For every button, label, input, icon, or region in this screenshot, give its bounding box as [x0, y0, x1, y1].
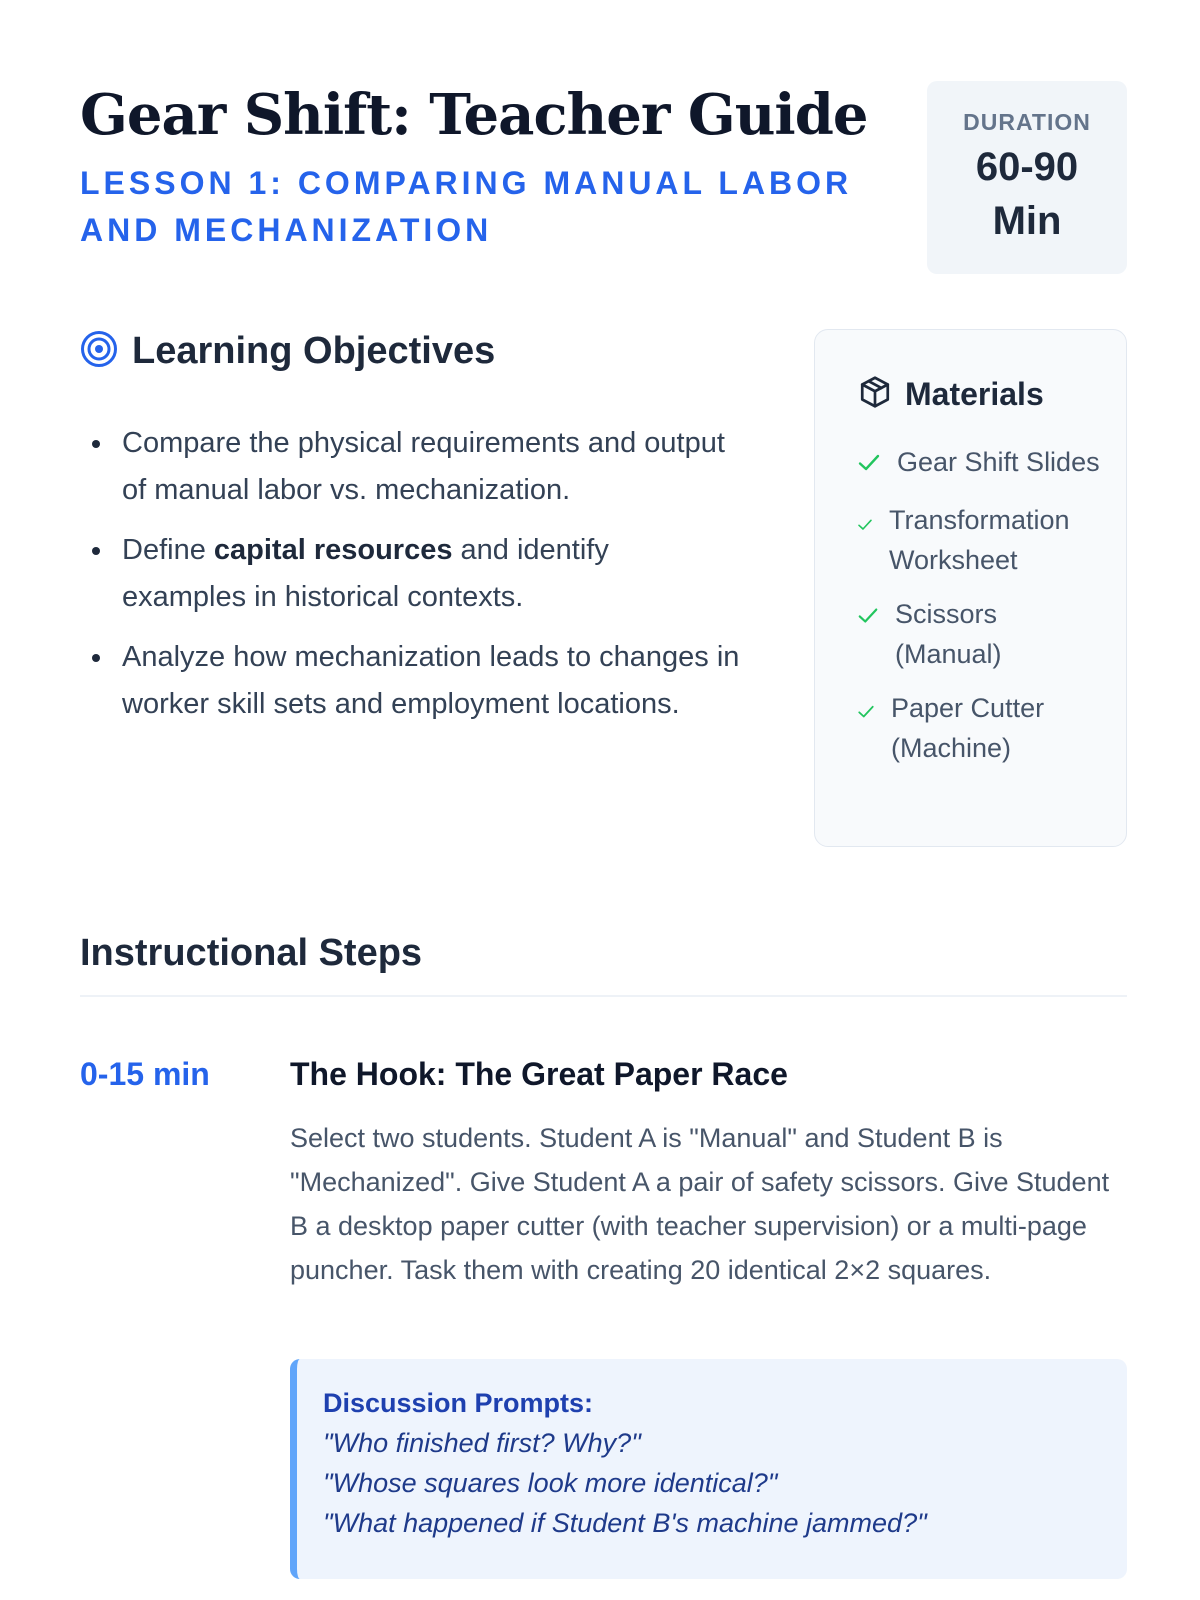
step-title: The Hook: The Great Paper Race — [290, 1056, 788, 1092]
material-label: Gear Shift Slides — [897, 447, 1100, 477]
section-divider — [80, 995, 1127, 997]
steps-heading: Instructional Steps — [80, 932, 423, 974]
check-icon — [857, 598, 879, 638]
objectives-heading — [80, 330, 495, 373]
lesson-subtitle: LESSON 1: COMPARING MANUAL LABOR AND MECHANIZATION — [80, 165, 853, 248]
objective-key-term: capital resources — [213, 534, 453, 566]
discussion-prompt: "Who finished first? Why?" — [323, 1428, 641, 1458]
objective-text: Compare the physical requirements and output of manual labor vs. mechanization. — [122, 427, 725, 506]
discussion-prompts-title: Discussion Prompts: — [323, 1388, 594, 1418]
duration-label: DURATION — [963, 109, 1091, 135]
objectives-list — [80, 420, 740, 741]
material-item — [857, 500, 1107, 580]
duration-card — [927, 81, 1127, 274]
material-item — [857, 442, 1107, 486]
check-icon — [857, 504, 873, 544]
material-label: Scissors (Manual) — [895, 599, 1002, 669]
duration-value: 60-90 Min — [975, 145, 1079, 243]
objective-text-after: and identify examples in historical contexts. — [122, 534, 609, 613]
material-item — [857, 594, 1107, 674]
step-description: Select two students. Student A is "Manual" and Student B is "Mechanized". Give Student A a pair of safety scissors. Give Student B a desktop paper cutter (with teacher supervision) or a multi-page puncher. Task them with creating 20 identical 2×2 squares. — [290, 1123, 1110, 1285]
objective-text: Analyze how mechanization leads to changes in worker skill sets and employment locations. — [122, 641, 740, 720]
materials-title: Materials — [905, 376, 1044, 412]
discussion-prompt: "Whose squares look more identical?" — [323, 1468, 778, 1498]
materials-list — [857, 442, 1107, 782]
objective-item — [80, 634, 740, 728]
objectives-title: Learning Objectives — [132, 330, 496, 372]
material-item — [857, 688, 1107, 768]
material-label: Paper Cutter (Machine) — [891, 693, 1045, 763]
check-icon — [857, 446, 881, 486]
step-time: 0-15 min — [80, 1056, 210, 1092]
discussion-prompt: "What happened if Student B's machine jammed?" — [323, 1508, 927, 1538]
materials-card — [814, 329, 1127, 847]
objective-text-before: Define — [122, 534, 214, 566]
discussion-prompts-list — [323, 1423, 1127, 1543]
discussion-prompts-box — [290, 1359, 1127, 1579]
page-title: Gear Shift: Teacher Guide — [80, 82, 868, 148]
objective-item — [80, 527, 740, 621]
box-icon — [857, 374, 893, 415]
material-label: Transformation Worksheet — [889, 505, 1070, 575]
materials-heading — [857, 374, 1044, 415]
objective-item — [80, 420, 740, 514]
check-icon — [857, 692, 875, 732]
target-icon — [80, 330, 118, 373]
